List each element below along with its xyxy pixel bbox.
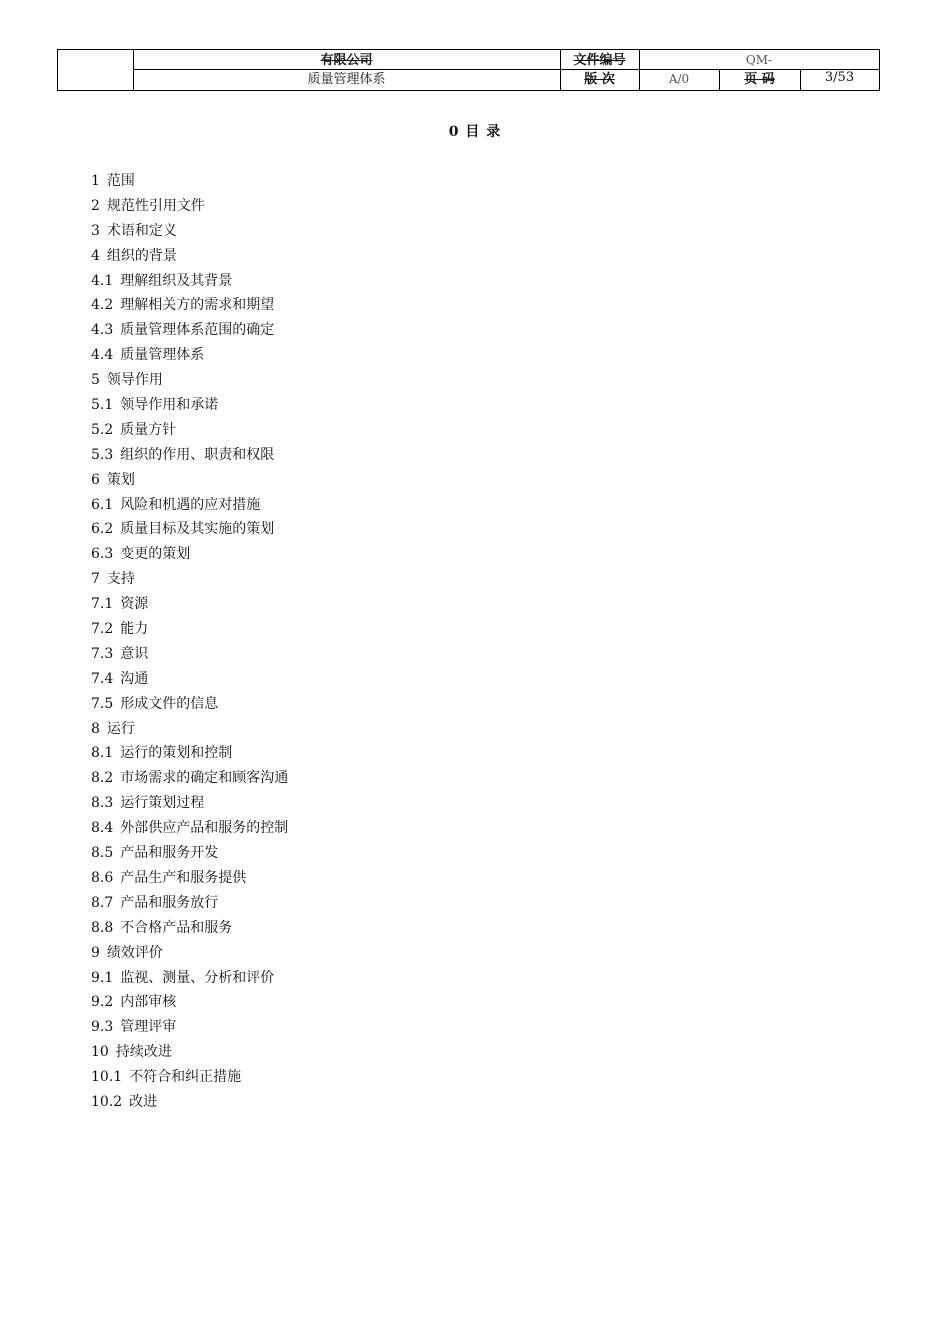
file-no-value: QM-: [745, 53, 773, 67]
toc-item[interactable]: [91, 468, 288, 493]
toc-item[interactable]: [91, 269, 288, 294]
toc-item[interactable]: [91, 293, 288, 318]
toc-item-text: 组织的作用、职责和权限: [120, 446, 275, 463]
toc-item-text: 改进: [129, 1093, 158, 1110]
company-name: 有限公司: [320, 53, 373, 68]
toc-item-text: 组织的背景: [106, 247, 177, 264]
toc-item[interactable]: [91, 891, 288, 916]
file-no-label: 文件编号: [573, 53, 626, 68]
toc-item-number: 9: [91, 944, 100, 961]
toc-item[interactable]: [91, 667, 288, 692]
toc-item-number: 7: [91, 571, 100, 588]
toc-item-text: 产品和服务开发: [120, 845, 219, 862]
toc-item-text: 能力: [120, 621, 149, 638]
toc-title: 0 目 录: [448, 124, 502, 140]
toc-item-text: 市场需求的确定和顾客沟通: [120, 770, 289, 787]
toc-item-text: 不符合和纠正措施: [129, 1069, 242, 1086]
toc-item-text: 运行策划过程: [120, 795, 205, 812]
toc-item-number: 3: [91, 222, 100, 239]
toc-item-number: 2: [91, 197, 100, 214]
toc-item-number: 5.3: [91, 446, 114, 463]
toc-item[interactable]: [91, 990, 288, 1015]
toc-item-text: 沟通: [120, 670, 149, 687]
toc-item[interactable]: [91, 1065, 288, 1090]
toc-item[interactable]: [91, 219, 288, 244]
toc-item[interactable]: [91, 642, 288, 667]
toc-item[interactable]: [91, 866, 288, 891]
toc-item-text: 形成文件的信息: [120, 695, 219, 712]
toc-item-number: 5: [91, 372, 100, 389]
toc-item-text: 外部供应产品和服务的控制: [120, 820, 289, 837]
toc-item-number: 7.3: [91, 645, 114, 662]
toc-item[interactable]: [91, 941, 288, 966]
toc-item[interactable]: [91, 617, 288, 642]
toc-item[interactable]: [91, 368, 288, 393]
toc-item[interactable]: [91, 493, 288, 518]
toc-item-text: 质量方针: [120, 421, 177, 438]
toc-item-number: 8.7: [91, 894, 114, 911]
toc-item-number: 6.3: [91, 546, 114, 563]
toc-item[interactable]: [91, 1090, 288, 1115]
toc-item[interactable]: [91, 766, 288, 791]
toc-item-text: 策划: [106, 471, 135, 488]
toc-item-number: 7.2: [91, 621, 114, 638]
toc-item-number: 10.2: [91, 1093, 123, 1110]
toc-item-number: 4.1: [91, 272, 114, 289]
toc-item-text: 监视、测量、分析和评价: [120, 969, 275, 986]
toc-item[interactable]: [91, 194, 288, 219]
toc-item-text: 意识: [120, 645, 149, 662]
table-of-contents: [91, 169, 288, 1115]
toc-item[interactable]: [91, 567, 288, 592]
toc-item-number: 1: [91, 173, 100, 189]
toc-item[interactable]: [91, 841, 288, 866]
toc-item[interactable]: [91, 517, 288, 542]
toc-item[interactable]: [91, 443, 288, 468]
toc-item[interactable]: [91, 816, 288, 841]
toc-item-text: 质量管理体系: [120, 347, 205, 364]
toc-item-text: 理解相关方的需求和期望: [120, 297, 275, 314]
toc-item-number: 6: [91, 471, 100, 488]
toc-item-number: 7.4: [91, 670, 114, 687]
toc-item-text: 变更的策划: [120, 546, 191, 563]
toc-item-text: 运行: [106, 720, 135, 737]
toc-item[interactable]: [91, 418, 288, 443]
toc-item-number: 8.6: [91, 869, 114, 886]
toc-item[interactable]: [91, 692, 288, 717]
toc-item-number: 9.1: [91, 969, 114, 986]
toc-item-number: 6.2: [91, 521, 114, 538]
toc-item-number: 10.1: [91, 1069, 123, 1086]
toc-item-number: 4.4: [91, 347, 114, 364]
toc-item[interactable]: [91, 966, 288, 991]
toc-item-number: 8.1: [91, 745, 114, 762]
version-value: A/0: [668, 72, 690, 86]
toc-item-text: 理解组织及其背景: [120, 272, 233, 289]
toc-item-number: 7.1: [91, 596, 114, 613]
toc-item-number: 8.4: [91, 820, 114, 837]
toc-item-number: 4: [91, 247, 100, 264]
toc-item-text: 支持: [106, 571, 135, 588]
toc-item-text: 范围: [106, 173, 135, 189]
toc-item-text: 规范性引用文件: [106, 197, 205, 214]
toc-item-number: 8.8: [91, 919, 114, 936]
toc-item[interactable]: [91, 1040, 288, 1065]
toc-item[interactable]: [91, 318, 288, 343]
toc-item-text: 质量管理体系范围的确定: [120, 322, 275, 339]
toc-item-text: 管理评审: [120, 1019, 177, 1036]
toc-item-number: 5.2: [91, 421, 114, 438]
toc-item-text: 绩效评价: [106, 944, 163, 961]
toc-item-text: 产品生产和服务提供: [120, 869, 247, 886]
toc-item[interactable]: [91, 741, 288, 766]
page-label: 页 码: [744, 72, 775, 87]
toc-item[interactable]: [91, 542, 288, 567]
toc-item-text: 风险和机遇的应对措施: [120, 496, 261, 513]
toc-item-text: 领导作用: [106, 372, 163, 389]
toc-item-number: 7.5: [91, 695, 114, 712]
logo-cell: [58, 50, 133, 90]
toc-item-number: 9.3: [91, 1019, 114, 1036]
toc-item[interactable]: [91, 791, 288, 816]
doc-title: 质量管理体系: [307, 72, 386, 87]
toc-item-number: 4.2: [91, 297, 114, 314]
toc-item-text: 术语和定义: [106, 222, 177, 239]
toc-item-text: 持续改进: [115, 1044, 172, 1061]
toc-item-number: 5.1: [91, 397, 114, 414]
toc-item[interactable]: [91, 244, 288, 269]
toc-item-number: 9.2: [91, 994, 114, 1011]
toc-item[interactable]: [91, 1015, 288, 1040]
toc-item[interactable]: [91, 169, 288, 194]
toc-item-number: 10: [91, 1044, 109, 1061]
toc-item[interactable]: [91, 717, 288, 742]
toc-item-number: 8: [91, 720, 100, 737]
toc-item[interactable]: [91, 916, 288, 941]
toc-item-number: 4.3: [91, 322, 114, 339]
version-label: 版 次: [584, 72, 615, 87]
toc-item-text: 不合格产品和服务: [120, 919, 233, 936]
toc-item[interactable]: [91, 393, 288, 418]
toc-item-number: 6.1: [91, 496, 114, 513]
toc-item[interactable]: [91, 343, 288, 368]
toc-item-text: 质量目标及其实施的策划: [120, 521, 275, 538]
toc-item-number: 8.5: [91, 845, 114, 862]
toc-item-text: 领导作用和承诺: [120, 397, 219, 414]
toc-item-text: 产品和服务放行: [120, 894, 219, 911]
document-header-table: [57, 49, 880, 91]
toc-item[interactable]: [91, 592, 288, 617]
toc-item-text: 内部审核: [120, 994, 177, 1011]
toc-item-number: 8.2: [91, 770, 114, 787]
toc-item-text: 运行的策划和控制: [120, 745, 233, 762]
page-value: 3/53: [824, 70, 855, 85]
toc-item-text: 资源: [120, 596, 149, 613]
toc-item-number: 8.3: [91, 795, 114, 812]
